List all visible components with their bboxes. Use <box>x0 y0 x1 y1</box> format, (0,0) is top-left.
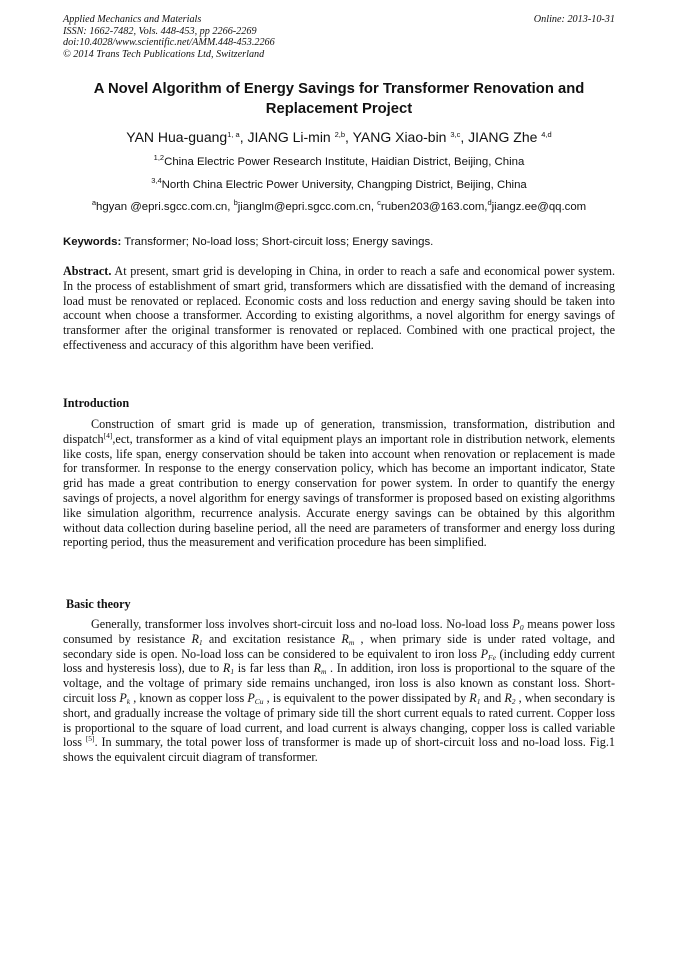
var-r1 <box>191 632 202 646</box>
author-list <box>63 127 615 147</box>
bt-text-12: . In summary, the total power loss of transformer is made up of short-circuit loss and no-load loss. Fig.1 shows the equivalent circuit diagram of transformer. <box>63 735 615 765</box>
var-r1-b <box>223 661 234 675</box>
var-r1-c <box>469 691 480 705</box>
author-4: , JIANG Zhe <box>460 129 542 145</box>
author-4-sup: 4,d <box>541 130 552 139</box>
var-pfe-sub: Fe <box>488 652 496 662</box>
var-r1-b-sub: 1 <box>230 667 235 677</box>
author-3: , YANG Xiao-bin <box>345 129 451 145</box>
var-r1-sub: 1 <box>198 637 203 647</box>
bt-text-4: , when primary side is under rated voltage, and secondary side is open. No-load loss can be considered to be equivalent to iron loss <box>63 631 615 661</box>
bt-text-3: and excitation resistance <box>202 631 342 646</box>
author-2-sup: 2,b <box>334 130 346 139</box>
author-2: , JIANG Li-min <box>239 129 335 145</box>
journal-name: Applied Mechanics and Materials <box>63 14 202 25</box>
introduction-paragraph <box>63 417 615 550</box>
bt-text-5: (including eddy current loss and hysteresis loss), due to <box>63 646 615 676</box>
bt-text-8: , known as copper loss <box>130 690 248 705</box>
affiliation-2-sup: 3,4 <box>151 176 162 185</box>
var-pcu-sub: Cu <box>254 696 264 706</box>
affiliation-2 <box>63 178 615 192</box>
bt-text-7: . In addition, iron loss is proportional to the square of the voltage, and the voltage of primary side remains unchanged, iron loss is also known as constant loss. Short-circuit loss <box>63 661 615 705</box>
author-1-sup: 1, a <box>227 130 240 139</box>
intro-ref[interactable]: [4] <box>103 430 113 440</box>
var-rm-symbol: R <box>341 631 349 646</box>
affiliation-2-text: North China Electric Power University, Changping District, Beijing, China <box>161 179 527 191</box>
var-r2-symbol: R <box>504 690 512 705</box>
affiliation-1-text: China Electric Power Research Institute, Haidian District, Beijing, China <box>164 156 525 168</box>
var-r1-symbol: R <box>191 631 199 646</box>
copyright-line: © 2014 Trans Tech Publications Ltd, Switzerland <box>63 48 265 60</box>
bt-text-10: and <box>480 690 505 705</box>
var-pfe <box>481 647 496 661</box>
var-r1-c-sub: 1 <box>476 696 481 706</box>
basic-theory-paragraph <box>63 617 615 765</box>
bt-text-1: Generally, transformer loss involves short-circuit loss and no-load loss. No-load loss <box>91 617 513 631</box>
introduction-heading: Introduction <box>63 396 130 410</box>
email-b[interactable]: jianglm@epri.sgcc.com.cn, <box>237 201 378 213</box>
affiliation-1-sup: 1,2 <box>153 153 165 162</box>
author-3-sup: 3,c <box>450 130 461 139</box>
var-r1-b-symbol: R <box>222 661 231 676</box>
issn-line: ISSN: 1662-7482, Vols. 448-453, pp 2266-2269 <box>63 25 257 37</box>
bt-text-11: , when secondary is short, and gradually increase the voltage of primary side till the short current equals to rated current. Copper loss is proportional to the square of load current, and load current is always changing, copper loss is called variable loss <box>63 690 615 750</box>
var-rm-b-sub: m <box>320 667 327 677</box>
affiliation-1 <box>63 155 615 169</box>
var-p0-symbol: P <box>512 617 520 631</box>
bt-text-9: , is equivalent to the power dissipated by <box>263 690 470 705</box>
author-1: YAN Hua-guang <box>126 129 228 145</box>
keywords-label: Keywords: <box>63 236 122 248</box>
bt-text-2: means power loss consumed by resistance <box>63 617 615 646</box>
email-d-sup: d <box>487 198 492 207</box>
var-rm <box>341 632 354 646</box>
keywords-text: Transformer; No-load loss; Short-circuit loss; Energy savings. <box>121 236 434 248</box>
bt-text-6: is far less than <box>234 661 314 676</box>
email-line <box>63 200 615 214</box>
email-a[interactable]: hgyan @epri.sgcc.com.cn, <box>96 201 234 213</box>
abstract <box>63 264 615 353</box>
var-r2 <box>504 691 515 705</box>
var-pk <box>119 691 130 705</box>
var-pk-symbol: P <box>119 690 127 705</box>
var-r1-c-symbol: R <box>469 690 477 705</box>
intro-text-end: ,ect, transformer as a kind of vital equipment plays an important role in distribution network, elements like costs, life span, energy conservation should be taken into account when renovation or replacement is made for transformer. In response to the energy conservation policy, which has become an important indicator, State grid has made a great contribution to energy conservation for power system. In order to quantify the energy savings of projects, a novel algorithm for energy savings of transformer is proposed based on existing algorithms like simulation algorithm, recurrence analysis. Accurate energy savings can be obtained by this algorithm without data collection during baseline period, all the need are parameters of transformer and energy loss during reporting period, thus the measurement and verification procedure has been simplified. <box>63 431 615 550</box>
var-pcu-symbol: P <box>247 690 255 705</box>
email-d[interactable]: jiangz.ee@qq.com <box>491 201 587 213</box>
abstract-label: Abstract. <box>63 264 112 278</box>
var-pcu <box>247 691 263 705</box>
var-p0-sub: 0 <box>519 623 524 632</box>
var-p0 <box>512 617 523 631</box>
intro-text-start: Construction of smart grid is made up of generation, transmission, transformation, distribution and dispatch <box>63 417 615 446</box>
journal-header <box>63 14 615 60</box>
email-c[interactable]: ruben203@163.com, <box>380 201 488 213</box>
basic-theory-heading: Basic theory <box>66 597 131 611</box>
title-line-1: A Novel Algorithm of Energy Savings for Transformer Renovation and <box>93 81 585 97</box>
online-date: Online: 2013-10-31 <box>533 14 615 25</box>
abstract-text: At present, smart grid is developing in China, in order to reach a safe and economical power system. In the process of establishment of smart grid, transformers which are dissatisfied with the demand of increasing load must be renovated or replaced. Economic costs and loss reduction and energy saving should be taken into account when choose a transformer. According to existing algorithms, a novel algorithm for energy savings of transformer after the original transformer is renovated or replaced. Combined with one practical project, the effectiveness and accuracy of this algorithm have been verified. <box>63 264 615 352</box>
title-line-2: Replacement Project <box>265 101 413 117</box>
var-pk-sub: k <box>126 696 131 706</box>
email-a-sup: a <box>91 198 96 207</box>
email-c-sup: c <box>377 198 381 207</box>
var-rm-sub: m <box>348 637 355 647</box>
bt-ref[interactable]: [5] <box>85 734 95 744</box>
var-pfe-symbol: P <box>480 646 489 661</box>
var-rm-b-symbol: R <box>313 661 321 676</box>
paper-title <box>63 79 615 119</box>
keywords <box>63 235 615 249</box>
var-r2-sub: 2 <box>511 696 516 706</box>
email-b-sup: b <box>233 198 238 207</box>
var-rm-b <box>313 661 326 675</box>
doi-line: doi:10.4028/www.scientific.net/AMM.448-453.2266 <box>63 37 275 49</box>
